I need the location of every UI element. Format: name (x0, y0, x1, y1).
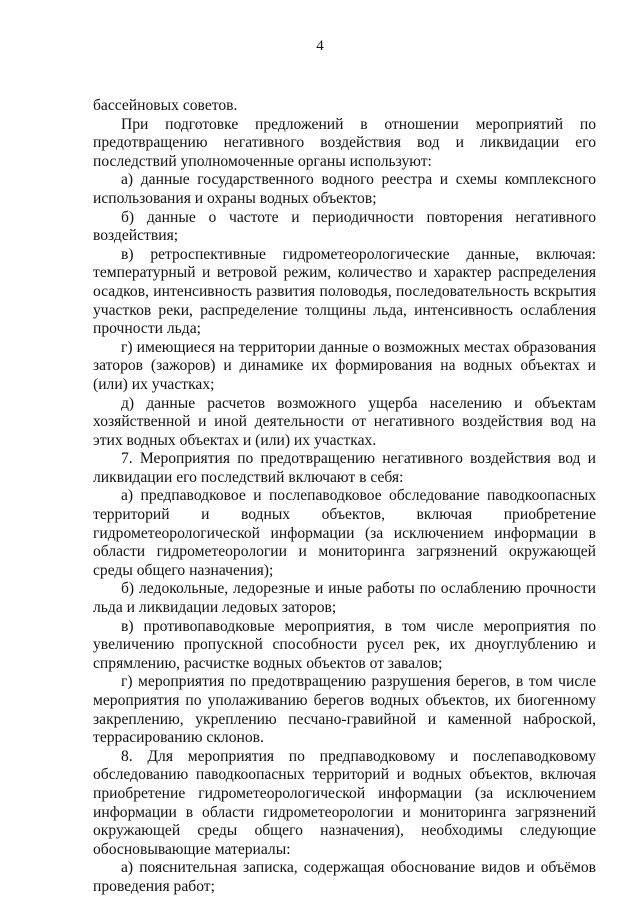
paragraph-intro-materials: При подготовке предложений в отношении мероприятий по предотвращению негативного воздействия вод и ликвидации его последствий уполномоченные органы используют: (93, 115, 596, 170)
section-7-item-b: б) ледокольные, ледорезные и иные работы по ослаблению прочности льда и ликвидации ледовых заторов; (93, 580, 596, 617)
page-number: 4 (316, 38, 324, 54)
list-item-b: б) данные о частоте и периодичности повторения негативного воздействия; (93, 208, 596, 245)
list-item-v: в) ретроспективные гидрометеорологические данные, включая: температурный и ветровой режим, количество и характер распределения осадков, интенсивность развития половодья, последовательность вскрытия участков реки, распределение толщины льда, интенсивность ослабления прочности льда; (93, 245, 596, 338)
section-8-heading: 8. Для мероприятия по предпаводковому и послепаводковому обследованию паводкоопасных территорий и водных объектов, включая приобретение гидрометеорологической информации (за исключением информации в области гидрометеорологии и мониторинга загрязнений окружающей среды общего назначения), необходимы следующие обосновывающие материалы: (93, 747, 596, 858)
paragraph-continuation: бассейновых советов. (93, 97, 238, 114)
list-item-d: д) данные расчетов возможного ущерба населению и объектам хозяйственной и иной деятельности от негативного воздействия вод на этих водных объектах и (или) их участках. (93, 394, 596, 449)
section-8-item-a: а) пояснительная записка, содержащая обоснование видов и объёмов проведения работ; (93, 859, 596, 895)
section-7-heading: 7. Мероприятия по предотвращению негативного воздействия вод и ликвидации его последствий включают в себя: (93, 450, 596, 486)
document-body (93, 97, 596, 897)
list-item-g: г) имеющиеся на территории данные о возможных местах образования заторов (зажоров) и динамике их формирования на водных объектах и (или) их участках; (93, 338, 596, 393)
section-7-item-a: а) предпаводковое и послепаводковое обследование паводкоопасных территорий и водных объектов, включая приобретение гидрометеорологической информации (за исключением информации в области гидрометеорологии и мониторинга загрязнений окружающей среды общего назначения); (93, 487, 596, 579)
list-item-a: а) данные государственного водного реестра и схемы комплексного использования и охраны водных объектов; (93, 171, 596, 207)
section-7-item-v: в) противопаводковые мероприятия, в том числе мероприятия по увеличению пропускной способности русел рек, их дноуглублению и спрямлению, расчистке водных объектов от завалов; (93, 617, 596, 672)
section-7-item-g: г) мероприятия по предотвращению разрушения берегов, в том числе мероприятия по уполаживанию берегов водных объектов, их биогенному закреплению, укреплению песчано-гравийной и каменной наброской, террасированию склонов. (93, 673, 596, 747)
